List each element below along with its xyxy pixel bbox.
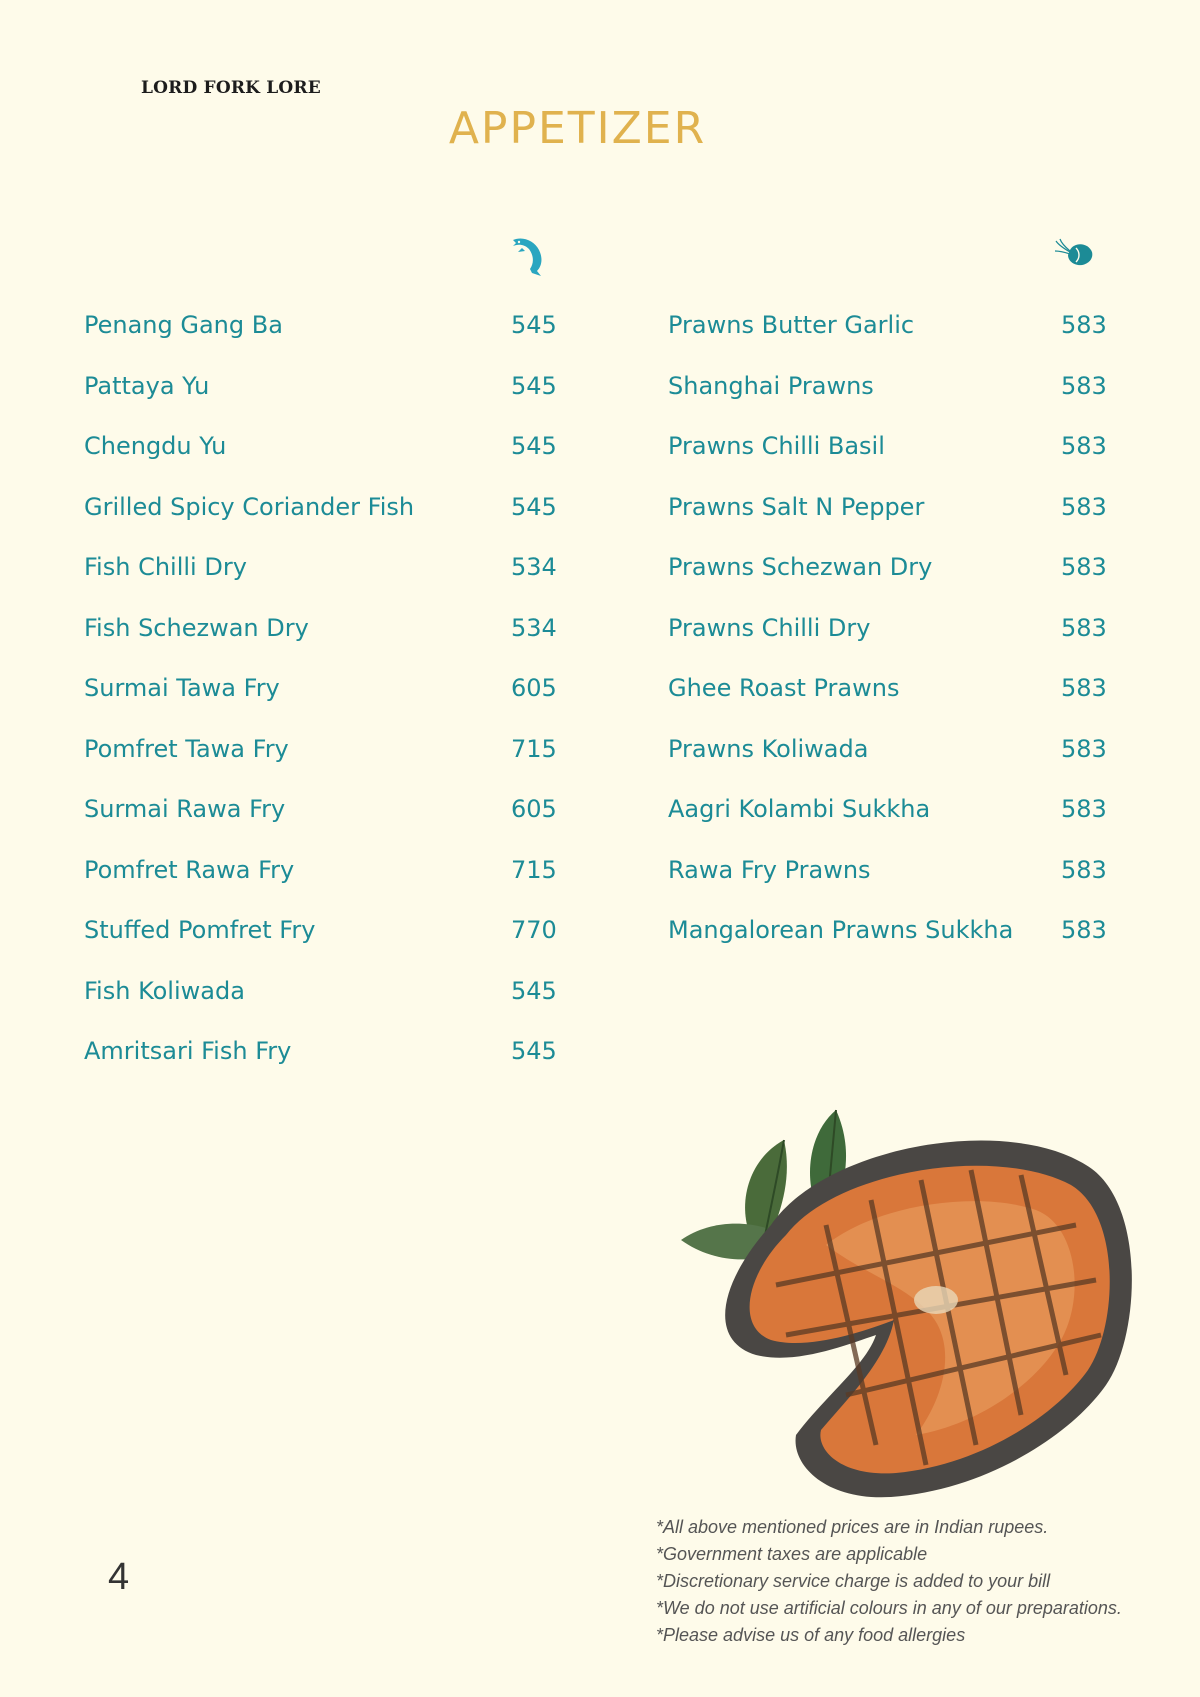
fish-item-name: Fish Schezwan Dry — [84, 614, 309, 642]
fish-item-name: Pomfret Rawa Fry — [84, 856, 295, 884]
fish-item-price: 715 — [511, 856, 557, 884]
fish-item-name: Penang Gang Ba — [84, 311, 283, 339]
fish-item-price: 545 — [511, 493, 557, 521]
prawn-item-price: 583 — [1061, 372, 1107, 400]
fish-item-name: Surmai Tawa Fry — [84, 674, 280, 702]
prawn-item-price: 583 — [1061, 553, 1107, 581]
prawn-item-name: Prawns Schezwan Dry — [668, 553, 933, 581]
menu-notes — [656, 1514, 1122, 1649]
prawn-icon — [1054, 238, 1094, 268]
prawn-item-name: Prawns Chilli Dry — [668, 614, 871, 642]
page-number: 4 — [108, 1556, 130, 1598]
fish-item-name: Fish Koliwada — [84, 977, 245, 1005]
prawn-item-price: 583 — [1061, 674, 1107, 702]
prawn-item-price: 583 — [1061, 311, 1107, 339]
prawn-item-name: Prawns Salt N Pepper — [668, 493, 925, 521]
prawn-item-name: Mangalorean Prawns Sukkha — [668, 916, 1014, 944]
prawn-item-price: 583 — [1061, 432, 1107, 460]
prawn-item-name: Prawns Chilli Basil — [668, 432, 885, 460]
note-line: *Please advise us of any food allergies — [656, 1625, 966, 1645]
fish-item-name: Fish Chilli Dry — [84, 553, 247, 581]
fish-item-name: Stuffed Pomfret Fry — [84, 916, 316, 944]
prawn-item-name: Rawa Fry Prawns — [668, 856, 871, 884]
fish-item-name: Grilled Spicy Coriander Fish — [84, 493, 415, 521]
note-line: *Discretionary service charge is added to your bill — [656, 1571, 1051, 1591]
prawn-item-price: 583 — [1061, 735, 1107, 763]
brand-logo: LORD FORK LORE — [141, 78, 321, 98]
fish-item-price: 770 — [511, 916, 557, 944]
prawn-item-price: 583 — [1061, 795, 1107, 823]
fish-item-price: 715 — [511, 735, 557, 763]
fish-item-price: 545 — [511, 372, 557, 400]
fish-item-price: 545 — [511, 977, 557, 1005]
prawn-item-price: 583 — [1061, 614, 1107, 642]
fish-item-name: Pomfret Tawa Fry — [84, 735, 289, 763]
prawn-item-price: 583 — [1061, 916, 1107, 944]
note-line: *All above mentioned prices are in Indian rupees. — [656, 1517, 1049, 1537]
grilled-fish-steak-illustration — [676, 1105, 1146, 1500]
prawn-item-name: Prawns Koliwada — [668, 735, 869, 763]
prawn-item-price: 583 — [1061, 856, 1107, 884]
fish-item-name: Chengdu Yu — [84, 432, 227, 460]
prawn-item-name: Ghee Roast Prawns — [668, 674, 900, 702]
fish-item-name: Surmai Rawa Fry — [84, 795, 286, 823]
fish-item-price: 605 — [511, 674, 557, 702]
fish-item-name: Amritsari Fish Fry — [84, 1037, 292, 1065]
fish-item-name: Pattaya Yu — [84, 372, 210, 400]
fish-item-price: 545 — [511, 1037, 557, 1065]
fish-item-price: 545 — [511, 432, 557, 460]
prawn-item-name: Aagri Kolambi Sukkha — [668, 795, 931, 823]
fish-item-price: 534 — [511, 553, 557, 581]
fish-item-price: 534 — [511, 614, 557, 642]
note-line: *Government taxes are applicable — [656, 1544, 928, 1564]
note-line: *We do not use artificial colours in any of our preparations. — [656, 1598, 1122, 1618]
prawn-item-name: Shanghai Prawns — [668, 372, 874, 400]
prawn-item-name: Prawns Butter Garlic — [668, 311, 915, 339]
fish-item-price: 545 — [511, 311, 557, 339]
fish-item-price: 605 — [511, 795, 557, 823]
fish-icon — [510, 236, 546, 276]
prawn-item-price: 583 — [1061, 493, 1107, 521]
page-title: APPETIZER — [448, 103, 707, 154]
